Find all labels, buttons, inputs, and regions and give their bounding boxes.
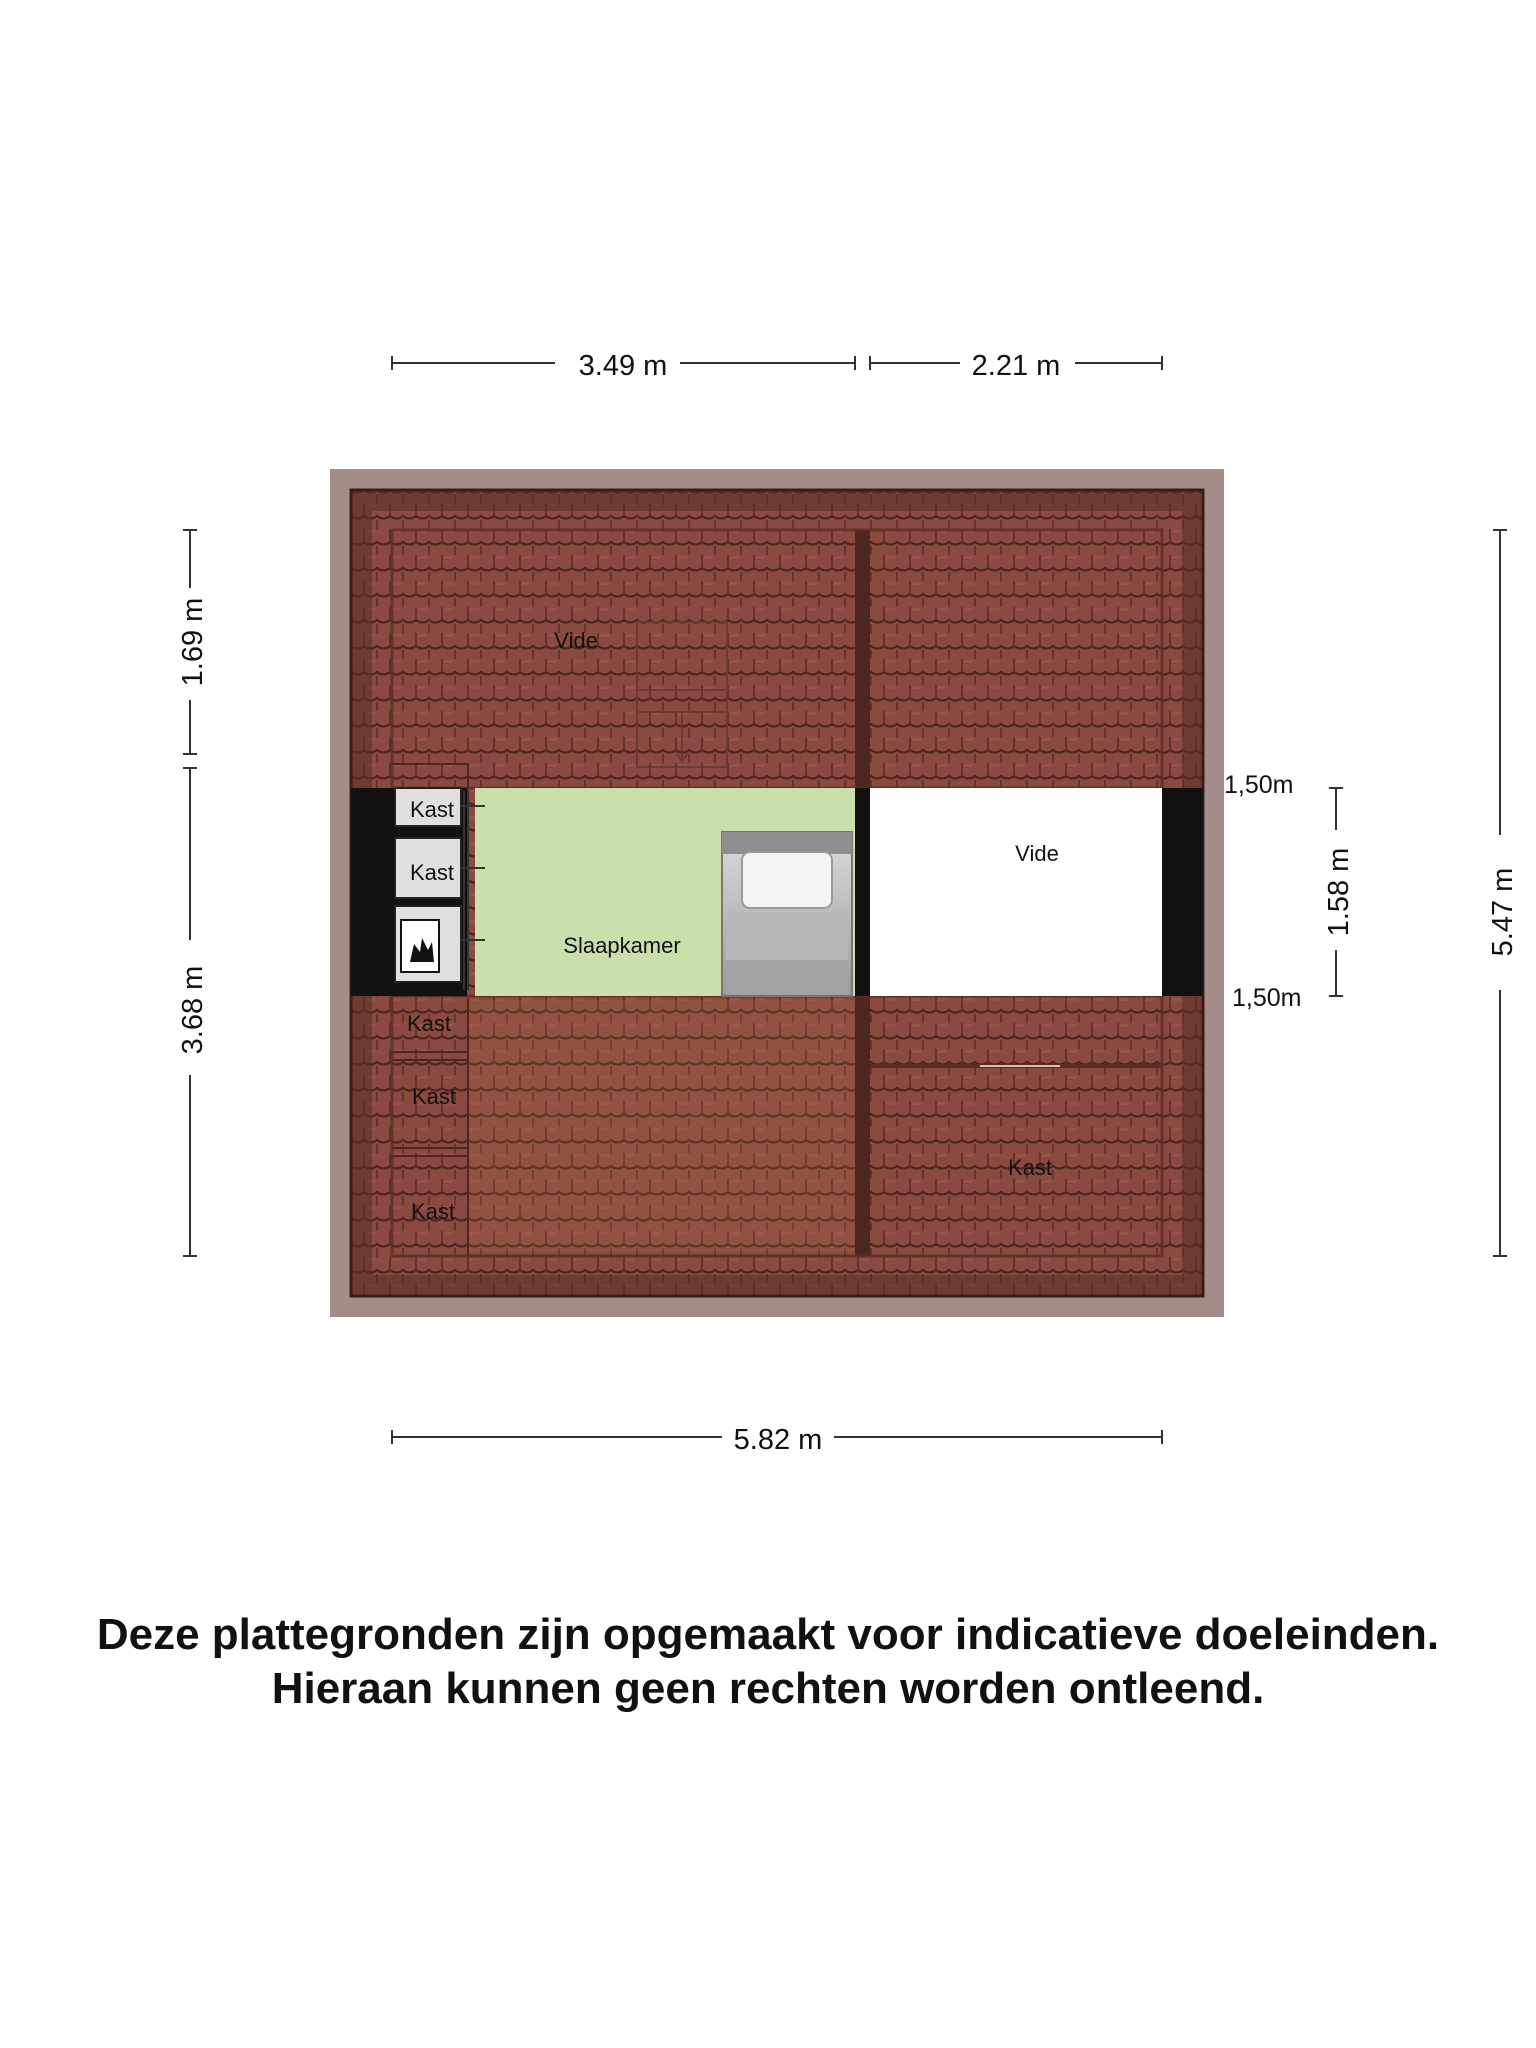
dimension-label: 5.82 m xyxy=(733,1424,823,1456)
dimension-right-total xyxy=(1487,530,1519,1256)
dimension-label: 3.49 m xyxy=(578,350,668,382)
plan-body xyxy=(351,490,1203,1296)
wall-left xyxy=(351,788,392,996)
pillow xyxy=(742,852,832,908)
room-label-kast-1: Kast xyxy=(409,797,455,822)
dimension-left-lower xyxy=(177,768,209,1256)
ceiling-height-lower: 1,50m xyxy=(1232,984,1302,1012)
room-label-kast-5: Kast xyxy=(410,1199,456,1224)
room-label-vide-right: Vide xyxy=(1015,841,1059,866)
dimension-right-inner xyxy=(1323,788,1355,996)
disclaimer-line-1: Deze plattegronden zijn opgemaakt voor indicatieve doeleinden. xyxy=(96,1610,1440,1659)
dimension-label: 1.69 m xyxy=(177,597,209,687)
vide-right-floor xyxy=(870,788,1162,996)
dimension-bottom xyxy=(392,1424,1162,1456)
ceiling-height-upper: 1,50m xyxy=(1224,771,1294,799)
dimension-label: 1.58 m xyxy=(1323,847,1355,937)
dimension-label: 2.21 m xyxy=(971,350,1061,382)
room-label-kast-4: Kast xyxy=(411,1084,457,1109)
dimension-label: 3.68 m xyxy=(177,965,209,1055)
wall-right xyxy=(1162,788,1203,996)
room-label-kast-2: Kast xyxy=(409,860,455,885)
dimension-label: 5.47 m xyxy=(1487,867,1519,957)
room-label-kast-3: Kast xyxy=(406,1011,452,1036)
dimension-top-left xyxy=(392,350,855,382)
disclaimer-line-2: Hieraan kunnen geen rechten worden ontleend. xyxy=(271,1664,1265,1713)
bed xyxy=(722,832,852,996)
room-label-kast-right: Kast xyxy=(1007,1155,1053,1180)
room-label-vide-top: Vide xyxy=(554,628,598,653)
room-label-slaapkamer: Slaapkamer xyxy=(563,933,681,958)
dimension-top-right xyxy=(870,350,1162,382)
dimension-left-upper xyxy=(177,530,209,754)
